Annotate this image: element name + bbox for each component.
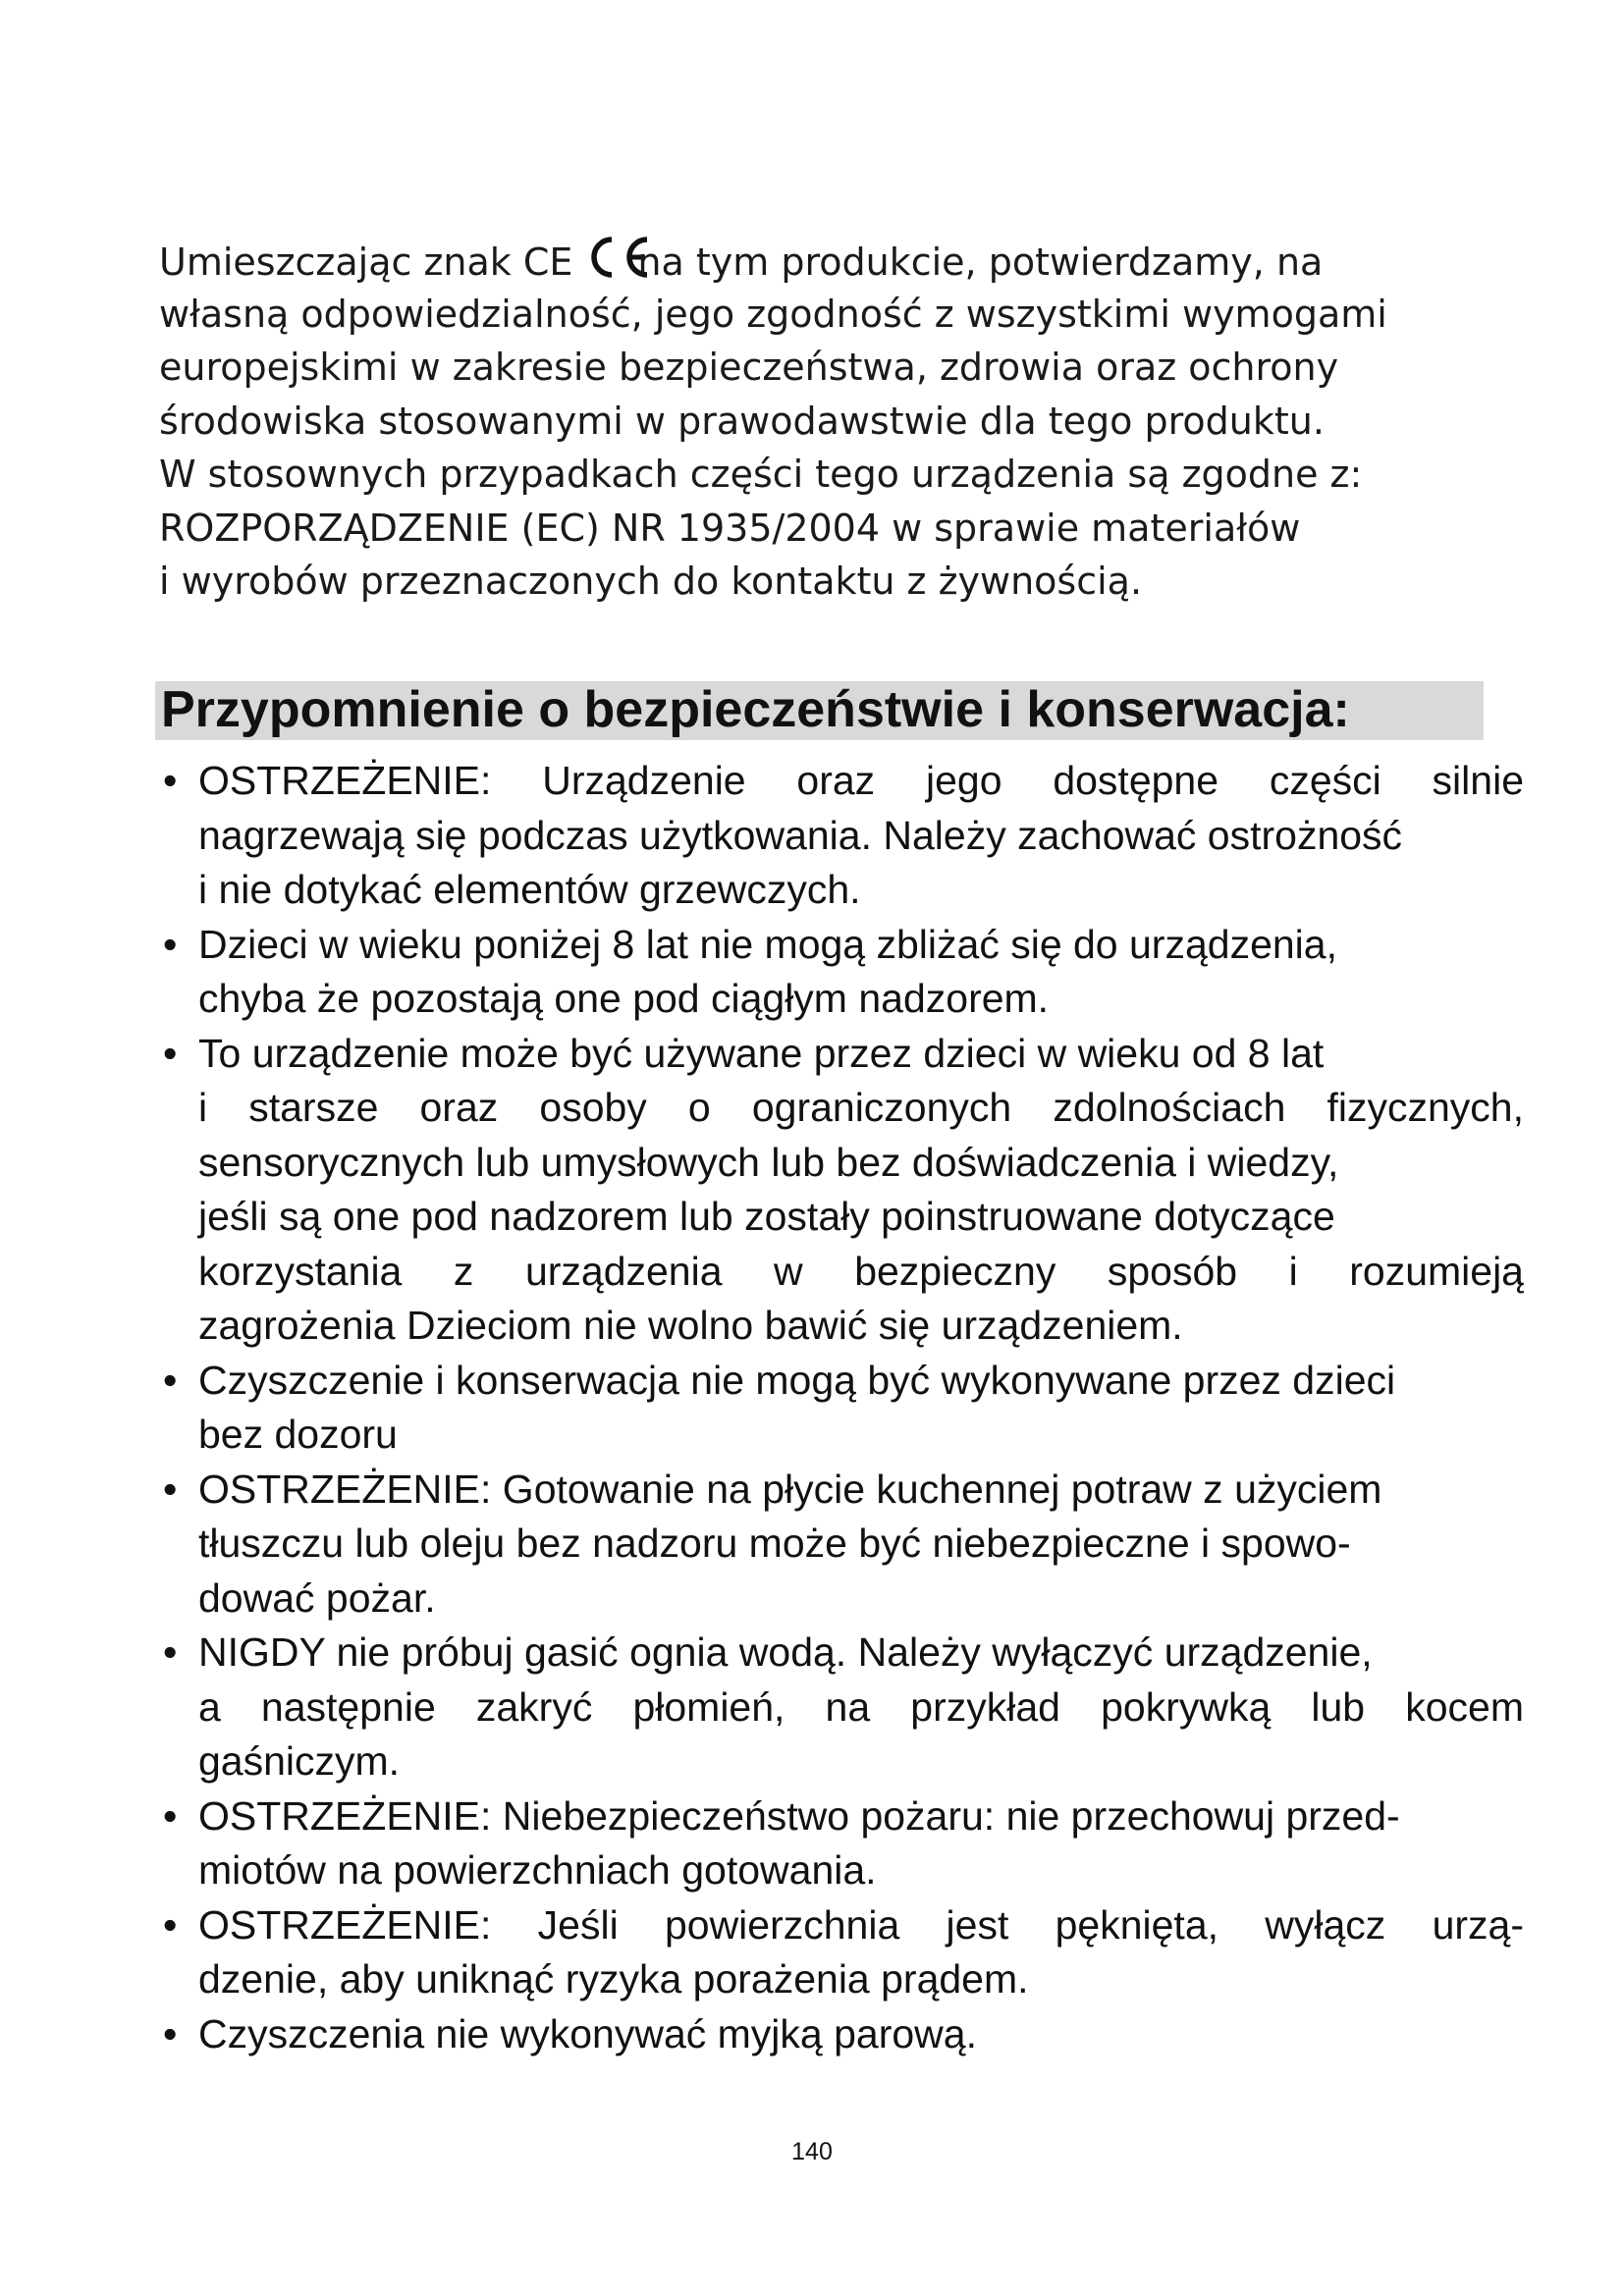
list-item xyxy=(159,918,1524,1027)
list-item-line: i nie dotykać elementów grzewczych. xyxy=(198,867,861,912)
list-item-line: OSTRZEŻENIE: Niebezpieczeństwo pożaru: nie przechowuj przed- xyxy=(198,1792,1400,1839)
list-item-line: tłuszczu lub oleju bez nadzoru może być niebezpieczne i spowo- xyxy=(198,1521,1351,1566)
intro-line: europejskimi w zakresie bezpieczeństwa, zdrowia oraz ochrony xyxy=(159,346,1339,389)
bullet: • xyxy=(163,1030,178,1076)
intro-line-start: Umieszczając znak CE xyxy=(159,240,573,284)
list-item xyxy=(159,754,1524,918)
list-item-line: OSTRZEŻENIE: Urządzenie oraz jego dostępne części silnie xyxy=(198,758,1524,803)
list-item xyxy=(159,1027,1524,1354)
list-item-line: Dzieci w wieku poniżej 8 lat nie mogą zbliżać się do urządzenia, xyxy=(198,921,1337,967)
list-item xyxy=(159,1789,1524,1898)
list-item-line: dować pożar. xyxy=(198,1575,436,1621)
list-item xyxy=(159,2007,1524,2062)
section-heading: Przypomnienie o bezpieczeństwie i konserwacja: xyxy=(161,681,1350,738)
list-item-line: i starsze oraz osoby o ograniczonych zdolnościach fizycznych, xyxy=(198,1085,1524,1130)
list-item xyxy=(159,1898,1524,2007)
list-item-line: Czyszczenie i konserwacja nie mogą być wykonywane przez dzieci xyxy=(198,1357,1396,1403)
list-item-line: gaśniczym. xyxy=(198,1738,401,1784)
page-number: 140 xyxy=(791,2138,833,2165)
intro-line: W stosownych przypadkach części tego urządzenia są zgodne z: xyxy=(159,453,1363,496)
list-item-line: nagrzewają się podczas użytkowania. Należy zachować ostrożność xyxy=(198,812,1403,858)
list-item xyxy=(159,1463,1524,1627)
list-item-line: korzystania z urządzenia w bezpieczny sposób i rozumieją xyxy=(198,1248,1524,1294)
bullet: • xyxy=(163,1629,178,1675)
bullet: • xyxy=(163,921,178,967)
intro-line: i wyrobów przeznaczonych do kontaktu z żywnością. xyxy=(159,560,1143,603)
list-item-line: OSTRZEŻENIE: Jeśli powierzchnia jest pęknięta, wyłącz urzą- xyxy=(198,1901,1524,1948)
list-item xyxy=(159,1626,1524,1789)
safety-list xyxy=(159,754,1524,2061)
list-item-line: Czyszczenia nie wykonywać myjką parową. xyxy=(198,2010,977,2056)
ce-declaration-paragraph xyxy=(159,234,1435,609)
list-item-line: chyba że pozostają one pod ciągłym nadzorem. xyxy=(198,976,1050,1021)
intro-line: środowiska stosowanymi w prawodawstwie dla tego produktu. xyxy=(159,399,1325,443)
bullet: • xyxy=(163,1466,178,1512)
list-item-line: dzenie, aby uniknąć ryzyka porażenia prądem. xyxy=(198,1956,1029,2002)
bullet: • xyxy=(163,1792,178,1839)
intro-line: własną odpowiedzialność, jego zgodność z wszystkimi wymogami xyxy=(159,292,1387,336)
list-item xyxy=(159,1354,1524,1463)
list-item-line: To urządzenie może być używane przez dzieci w wieku od 8 lat xyxy=(198,1030,1325,1076)
list-item-line: a następnie zakryć płomień, na przykład pokrywką lub kocem xyxy=(198,1683,1524,1730)
list-item-line: sensorycznych lub umysłowych lub bez doświadczenia i wiedzy, xyxy=(198,1139,1339,1185)
bullet: • xyxy=(163,2010,178,2056)
list-item-line: zagrożenia Dzieciom nie wolno bawić się urządzeniem. xyxy=(198,1303,1183,1348)
list-item-line: miotów na powierzchniach gotowania. xyxy=(198,1847,877,1893)
intro-line: ROZPORZĄDZENIE (EC) NR 1935/2004 w sprawie materiałów xyxy=(159,506,1301,550)
list-item-line: OSTRZEŻENIE: Gotowanie na płycie kuchennej potraw z użyciem xyxy=(198,1466,1382,1512)
intro-line-end: na tym produkcie, potwierdzamy, na xyxy=(637,240,1324,284)
bullet: • xyxy=(163,1901,178,1948)
bullet: • xyxy=(163,1357,178,1403)
bullet: • xyxy=(163,758,178,803)
list-item-line: NIGDY nie próbuj gasić ognia wodą. Należy wyłączyć urządzenie, xyxy=(198,1629,1373,1675)
list-item-line: jeśli są one pod nadzorem lub zostały poinstruowane dotyczące xyxy=(198,1194,1335,1239)
list-item-line: bez dozoru xyxy=(198,1412,398,1457)
intro-line xyxy=(159,234,1435,288)
